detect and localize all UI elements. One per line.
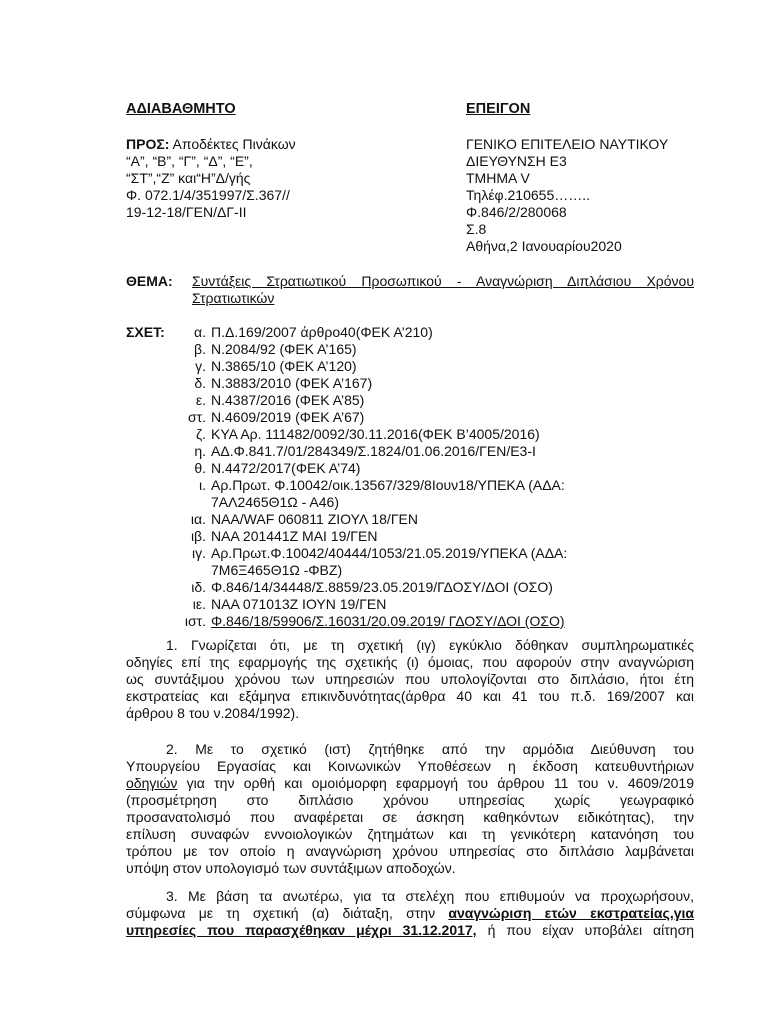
reference-item [148, 409, 364, 426]
reference-item [148, 613, 565, 630]
sender-line-2: ΔΙΕΥΘΥΝΣΗ Ε3 [466, 153, 567, 169]
reference-label: δ. [194, 375, 206, 391]
reference-item [148, 426, 540, 443]
paragraph-2-line: 2. Με το σχετικό (ιστ) ζητήθηκε από την αρμόδια Διεύθυνση του [166, 741, 694, 757]
paragraph-1-line: 1. Γνωρίζεται ότι, με τη σχετική (ιγ) εγκύκλιο δόθηκαν συμπληρωματικές [166, 637, 694, 653]
sender-line-3: ΤΜΗΜΑ V [466, 170, 530, 186]
paragraph-1-line: οδηγίες επί της εφαρμογής της σχετικής (ι) όμοιας, που αφορούν στην αναγνώριση [126, 654, 694, 670]
paragraph-2-underlined: οδηγιών [126, 775, 178, 791]
reference-text: 7Μ6Ξ465Θ1Ω -ΦΒΖ) [211, 562, 343, 578]
recipient-line-2: “Α”, “Β”, “Γ”, “Δ”, “Ε”, [126, 153, 253, 169]
paragraph-3 [126, 888, 694, 939]
reference-label: η. [194, 443, 206, 459]
reference-item [148, 460, 360, 477]
sender-line-1: ΓΕΝΙΚΟ ΕΠΙΤΕΛΕΙΟ ΝΑΥΤΙΚΟΥ [466, 136, 669, 152]
reference-text: ΑΔ.Φ.841.7/01/284349/Σ.1824/01.06.2016/ΓΕΝ/Ε3-Ι [211, 443, 536, 459]
reference-item [148, 324, 433, 341]
classification-left: ΑΔΙΑΒΑΘΜΗΤΟ [126, 101, 236, 117]
paragraph-2-line: υπόψη στον υπολογισμό των συντάξιμων αποδοχών. [126, 860, 456, 876]
reference-text: Ν.4387/2016 (ΦΕΚ Α’85) [211, 392, 365, 408]
reference-item [148, 596, 386, 613]
reference-text: Ν.2084/92 (ΦΕΚ Α’165) [211, 341, 357, 357]
reference-text: Φ.846/18/59906/Σ.16031/20.09.2019/ ΓΔΟΣΥ/ΔΟΙ (ΟΣΟ) [211, 613, 565, 629]
recipient-line-1 [126, 136, 296, 153]
reference-label: ια. [190, 511, 206, 527]
paragraph-2-text: για την ορθή και ομοιόμορφη εφαρμογή του άρθρου 11 του ν. 4609/2019 [177, 775, 694, 791]
reference-item [148, 341, 357, 358]
reference-label: ιδ. [191, 579, 206, 595]
recipient-line-5: 19-12-18/ΓΕΝ/ΔΓ-ΙΙ [126, 204, 247, 220]
reference-item [148, 545, 567, 562]
paragraph-3-emphasis: υπηρεσίες που παρασχέθηκαν μέχρι 31.12.2017, [126, 922, 477, 938]
paragraph-2-line [126, 758, 694, 775]
sender-date: Αθήνα,2 Ιανουαρίου2020 [466, 238, 622, 254]
paragraph-1 [126, 637, 694, 722]
reference-item [148, 494, 339, 511]
paragraph-3-text: ή που είχαν υποβάλει αίτηση [476, 922, 694, 938]
reference-item [148, 358, 357, 375]
paragraph-2-line [126, 775, 694, 792]
reference-item [148, 562, 342, 579]
reference-item [148, 392, 364, 409]
paragraph-2-line: προσανατολισμό που αναφέρεται σε άσκηση καθηκόντων ειδικότητας), την [126, 809, 694, 825]
sender-line-5: Φ.846/2/280068 [466, 204, 567, 220]
sender-line-4: Τηλέφ.210655…….. [466, 187, 591, 203]
paragraph-2-line: (προσμέτρηση στο διπλάσιο χρόνου υπηρεσίας χωρίς γεωγραφικό [126, 792, 694, 808]
reference-label: γ. [195, 358, 206, 374]
paragraph-3-line [126, 905, 694, 922]
paragraph-3-line [126, 922, 694, 939]
subject-line-1: Συντάξεις Στρατιωτικού Προσωπικού - Αναγνώριση Διπλάσιου Χρόνου [192, 273, 694, 289]
reference-label: στ. [187, 409, 206, 425]
paragraph-3-text: σύμφωνα με τη σχετική (α) διάταξη, στην [126, 905, 449, 921]
paragraph-1-line: άρθρου 8 του ν.2084/1992). [126, 705, 300, 721]
reference-label: ιβ. [190, 528, 206, 544]
subject-label: ΘΕΜΑ: [126, 273, 173, 289]
reference-text: ΝΑΑ/WAF 060811 ΖΙΟΥΛ 18/ΓΕΝ [211, 511, 418, 527]
recipient-line-4: Φ. 072.1/4/351997/Σ.367// [126, 187, 290, 203]
reference-item [148, 443, 536, 460]
reference-text: Αρ.Πρωτ.Φ.10042/40444/1053/21.05.2019/ΥΠΕΚΑ (ΑΔΑ: [211, 545, 568, 561]
paragraph-2-line: επίλυση συναφών εννοιολογικών ζητημάτων και τη γενικότερη κατανόηση του [126, 826, 694, 842]
reference-label: ιγ. [192, 545, 206, 561]
reference-label: ιστ. [184, 613, 206, 629]
reference-label: ζ. [195, 426, 206, 442]
reference-label: β. [194, 341, 206, 357]
reference-item [148, 579, 553, 596]
reference-label: ε. [195, 392, 206, 408]
paragraph-2-line: τρόπου με τον οποίο η αναγνώριση χρόνου υπηρεσίας στο διπλάσιο λαμβάνεται [126, 843, 694, 859]
reference-item [148, 528, 377, 545]
reference-text: Αρ.Πρωτ. Φ.10042/οικ.13567/329/8Ιουν18/ΥΠΕΚΑ (ΑΔΑ: [211, 477, 565, 493]
reference-label: ι. [199, 477, 206, 493]
paragraph-3-line: 3. Με βάση τα ανωτέρω, για τα στελέχη που επιθυμούν να προχωρήσουν, [166, 888, 694, 904]
reference-text: Ν.4472/2017(ΦΕΚ Α’74) [211, 460, 361, 476]
recipient-label: ΠΡΟΣ: [126, 136, 170, 152]
paragraph-3-emphasis: αναγνώριση ετών εκστρατείας,για [448, 905, 694, 921]
reference-text: ΚΥΑ Αρ. 111482/0092/30.11.2016(ΦΕΚ Β’4005/2016) [211, 426, 540, 442]
subject-line-2: Στρατιωτικών [192, 290, 275, 306]
paragraph-2 [126, 741, 694, 877]
recipient-line-3: “ΣΤ”,“Ζ” και“Η”Δ/γής [126, 170, 251, 186]
paragraph-1-line: ως συντάξιμου χρόνου των υπηρεσιών που υπολογίζονται στο διπλάσιο, ήτοι έτη [126, 671, 694, 687]
reference-label: θ. [194, 460, 206, 476]
reference-text: ΝΑΑ 071013Ζ ΙΟΥΝ 19/ΓΕΝ [211, 596, 387, 612]
paragraph-1-line: εκστρατείας και εξάμηνα επικινδυνότητας(άρθρα 40 και 41 του π.δ. 169/2007 και [126, 688, 694, 704]
reference-label: ιε. [192, 596, 206, 612]
reference-item [148, 375, 372, 392]
sender-line-6: Σ.8 [466, 221, 487, 237]
reference-item [148, 511, 418, 528]
reference-text: Π.Δ.169/2007 άρθρο40(ΦΕΚ Α’210) [211, 324, 433, 340]
reference-item [148, 477, 565, 494]
references-label: ΣΧΕΤ: [126, 324, 165, 340]
reference-text: Φ.846/14/34448/Σ.8859/23.05.2019/ΓΔΟΣΥ/ΔΟΙ (ΟΣΟ) [211, 579, 553, 595]
classification-right: ΕΠΕΙΓΟΝ [466, 101, 531, 117]
reference-text: Ν.3865/10 (ΦΕΚ Α’120) [211, 358, 357, 374]
reference-label: α. [194, 324, 206, 340]
reference-text: ΝΑΑ 201441Ζ ΜΑΙ 19/ΓΕΝ [211, 528, 378, 544]
recipient-text-1: Αποδέκτες Πινάκων [172, 136, 296, 152]
paragraph-2-text: Υπουργείου Εργασίας και Κοινωνικών Υποθέσεων η έκδοση κατευθυντήριων [126, 758, 694, 774]
reference-text: 7ΑΛ2465Θ1Ω - Α46) [211, 494, 340, 510]
reference-text: Ν.3883/2010 (ΦΕΚ Α’167) [211, 375, 373, 391]
reference-text: Ν.4609/2019 (ΦΕΚ Α’67) [211, 409, 365, 425]
